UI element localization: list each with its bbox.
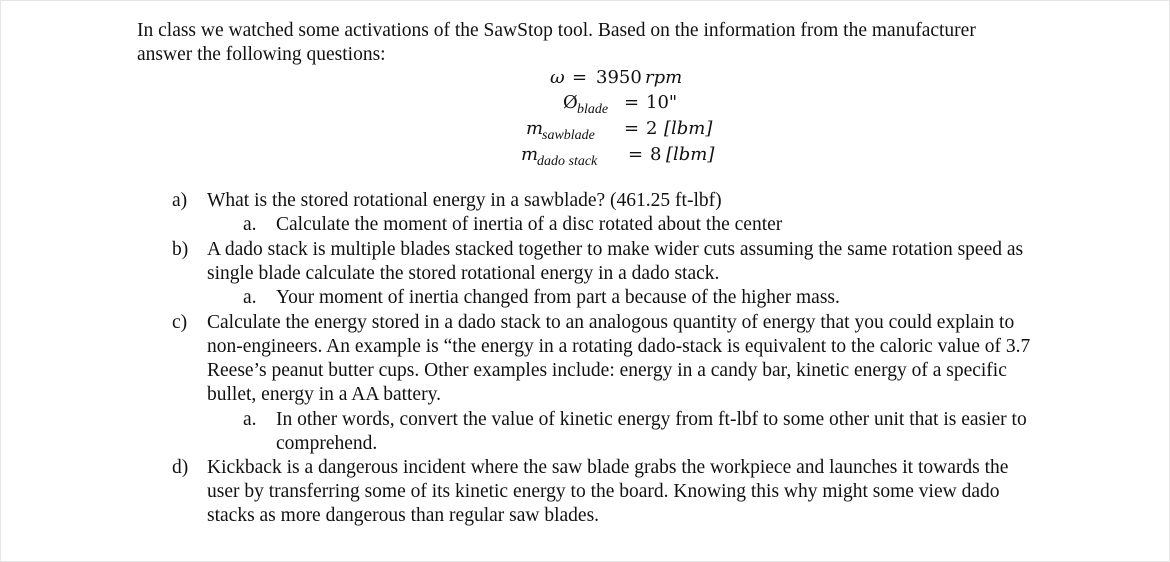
intro-line-1: In class we watched some activations of the SawStop tool. Based on the information from the manufacturer: [137, 20, 976, 41]
question-text-line: single blade calculate the stored rotational energy in a dado stack.: [207, 263, 720, 284]
subquestion-marker: a.: [243, 409, 257, 430]
equation-lhs: m: [526, 118, 544, 139]
subquestion-text-line: In other words, convert the value of kinetic energy from ft-lbf to some other unit that is easier to: [276, 409, 1027, 430]
subquestion-marker: a.: [243, 287, 257, 308]
subquestion-text-line: comprehend.: [276, 433, 378, 454]
equation-subscript: dado stack: [537, 154, 598, 169]
equation-dado-stack-mass: [0, 143, 1170, 169]
equation-value: 10": [646, 92, 678, 113]
question-text-line: stacks as more dangerous than regular saw blades.: [207, 505, 600, 526]
question-text-line: non-engineers. An example is “the energy in a rotating dado-stack is equivalent to the caloric value of 3.7: [207, 336, 1031, 357]
equals-sign: =: [628, 144, 644, 165]
equation-lhs: ω: [550, 67, 565, 88]
question-text-line: Calculate the energy stored in a dado stack to an analogous quantity of energy that you could explain to: [207, 312, 1015, 333]
equation-subscript: blade: [577, 102, 609, 117]
equation-lhs: Ø: [563, 92, 578, 113]
equation-value: 8: [650, 144, 662, 165]
subquestion-text-line: Calculate the moment of inertia of a disc rotated about the center: [276, 214, 783, 235]
equation-value: 2: [646, 118, 658, 139]
question-marker: c): [172, 312, 188, 333]
equation-omega: [0, 66, 1170, 92]
equation-lhs: m: [521, 144, 539, 165]
intro-paragraph: [137, 19, 1137, 67]
equation-blade-diameter: [0, 91, 1170, 117]
subquestion-text-line: Your moment of inertia changed from part a because of the higher mass.: [276, 287, 840, 308]
subquestion-marker: a.: [243, 214, 257, 235]
equation-unit: [lbm]: [664, 118, 713, 139]
equals-sign: =: [572, 67, 588, 88]
question-text-line: user by transferring some of its kinetic energy to the board. Knowing this why might some view dado: [207, 481, 1000, 502]
question-marker: d): [172, 457, 189, 478]
equals-sign: =: [624, 92, 640, 113]
question-text-line: What is the stored rotational energy in a sawblade? (461.25 ft-lbf): [207, 190, 722, 211]
question-marker: b): [172, 239, 189, 260]
equals-sign: =: [624, 118, 640, 139]
question-marker: a): [172, 190, 188, 211]
equation-sawblade-mass: [0, 117, 1170, 143]
question-text-line: Kickback is a dangerous incident where the saw blade grabs the workpiece and launches it towards the: [207, 457, 1009, 478]
question-text-line: bullet, energy in a AA battery.: [207, 384, 441, 405]
intro-line-2: answer the following questions:: [137, 44, 386, 65]
equation-unit: rpm: [645, 67, 683, 88]
equation-unit: [lbm]: [666, 144, 715, 165]
equation-subscript: sawblade: [542, 128, 595, 143]
question-text-line: Reese’s peanut butter cups. Other examples include: energy in a candy bar, kinetic energy of a specific: [207, 360, 1007, 381]
equation-value: 3950: [596, 67, 642, 88]
question-text-line: A dado stack is multiple blades stacked together to make wider cuts assuming the same rotation speed as: [207, 239, 1024, 260]
